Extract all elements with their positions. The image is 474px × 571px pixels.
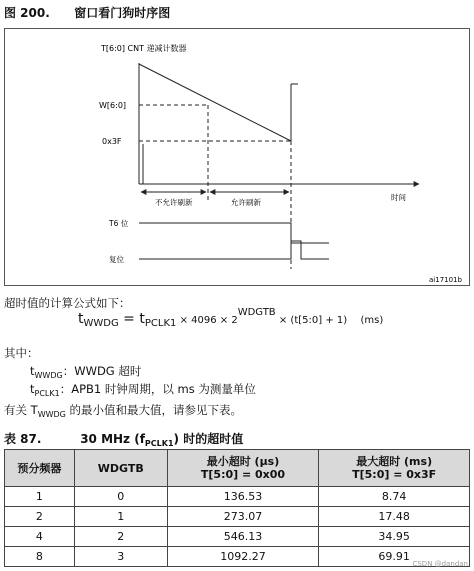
- reset-label: 复位: [109, 255, 124, 264]
- header-max-timeout: 最大超时 (ms) T[5:0] = 0x3F: [319, 450, 470, 487]
- timing-diagram: [4, 28, 470, 286]
- table-row: 8 3 1092.27 69.91: [5, 547, 470, 567]
- table-header-row: [5, 450, 470, 487]
- figure-id: ai17101b: [429, 276, 462, 284]
- timeout-table: [4, 449, 470, 567]
- table-reference-note: 有关 $T_{WWDG}$ 的最小值和最大值，请参见下表。: [4, 403, 243, 419]
- timeout-formula: $t_{WWDG} = t_{PCLK1} \times 4096 \times 2^{WDGTB}$ × (t[5:0] + 1) (ms): [78, 307, 384, 329]
- timing-diagram-svg: [5, 29, 471, 287]
- table-row: 2 1 273.07 17.48: [5, 507, 470, 527]
- figure-number: 图 200.: [4, 6, 50, 20]
- t6-label: T6 位: [109, 219, 129, 228]
- header-wdgtb: WDGTB: [74, 450, 167, 487]
- figure-caption: 窗口看门狗时序图: [74, 6, 171, 20]
- not-allowed-label: 不允许刷新: [155, 198, 193, 207]
- definition-pclk1: $t_{PCLK1}$：APB1 时钟周期，以 ms 为测量单位: [30, 382, 256, 398]
- counter-label: T[6:0] CNT 递减计数器: [101, 44, 187, 53]
- w-label: W[6:0]: [99, 101, 127, 110]
- formula-intro: 超时值的计算公式如下：: [4, 296, 131, 310]
- counter-ramp: [139, 64, 291, 141]
- x3f-label: 0x3F: [102, 137, 122, 146]
- header-min-timeout: 最小超时 (µs) T[5:0] = 0x00: [167, 450, 319, 487]
- table-title: 表 87. 30 MHz $(f_{PCLK1})$ 时的超时值: [4, 432, 244, 448]
- watermark: CSDN @dandan: [412, 560, 468, 568]
- allowed-label: 允许刷新: [231, 198, 261, 207]
- table-row: 4 2 546.13 34.95: [5, 527, 470, 547]
- table-number: 表 87.: [4, 432, 42, 446]
- where-label: 其中：: [4, 346, 39, 360]
- table-row: 1 0 136.53 8.74: [5, 487, 470, 507]
- reset-signal: [139, 241, 329, 259]
- definition-wwdg: $t_{WWDG}$：WWDG 超时: [30, 364, 142, 380]
- t6-signal: [139, 223, 329, 243]
- figure-title: [4, 4, 170, 21]
- time-label: 时间: [391, 193, 406, 202]
- header-prescaler: 预分频器: [5, 450, 75, 487]
